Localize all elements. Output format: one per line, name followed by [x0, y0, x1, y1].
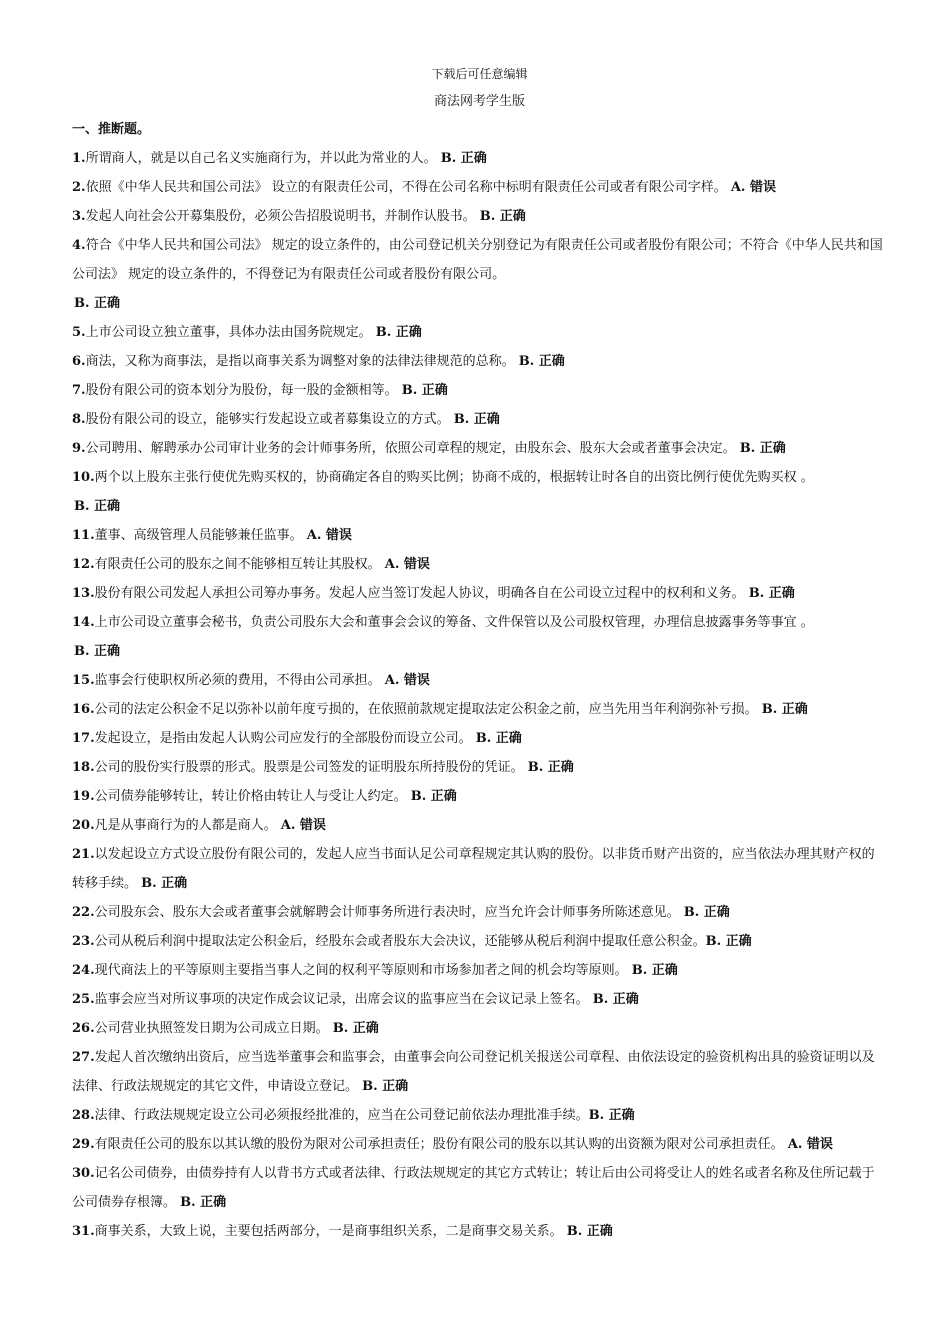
- question-item: [72, 144, 887, 173]
- answer-label: B. 正确: [527, 760, 574, 775]
- question-text: 所谓商人，就是以自己名义实施商行为，并以此为常业的人。: [85, 151, 441, 166]
- answer-label: B. 正确: [683, 905, 730, 920]
- answer-label: B. 正确: [592, 992, 639, 1007]
- question-item: [72, 724, 887, 753]
- answer-label: B. 正确: [566, 1224, 613, 1239]
- question-item: [72, 347, 887, 376]
- question-item: [72, 840, 887, 898]
- question-number: 19.: [72, 789, 95, 804]
- question-text: 公司营业执照签发日期为公司成立日期。: [94, 1021, 333, 1036]
- question-item: [72, 1217, 887, 1246]
- answer-label: B. 正确: [518, 354, 565, 369]
- question-item: [72, 173, 887, 202]
- question-text: 现代商法上的平等原则主要指当事人之间的权利平等原则和市场参加者之间的机会均等原则。: [94, 963, 632, 978]
- question-item: [72, 579, 887, 608]
- question-number: 3.: [72, 209, 86, 224]
- answer-label: B. 正确: [748, 586, 795, 601]
- question-number: 9.: [72, 441, 86, 456]
- question-number: 25.: [72, 992, 95, 1007]
- question-text: 依照《中华人民共和国公司法》 设立的有限责任公司，不得在公司名称中标明有限责任公司或者有限公司字样。: [85, 180, 731, 195]
- answer-label: B. 正确: [705, 934, 752, 949]
- question-item: [72, 463, 887, 521]
- document-page: [72, 60, 887, 1246]
- question-number: 14.: [72, 615, 95, 630]
- question-text: 发起设立，是指由发起人认购公司应发行的全部股份而设立公司。: [94, 731, 476, 746]
- answer-label: B. 正确: [479, 209, 526, 224]
- question-number: 20.: [72, 818, 95, 833]
- question-number: 30.: [72, 1166, 95, 1181]
- question-number: 7.: [72, 383, 86, 398]
- question-number: 17.: [72, 731, 95, 746]
- question-item: [72, 898, 887, 927]
- question-number: 2.: [72, 180, 86, 195]
- question-item: [72, 1014, 887, 1043]
- question-number: 27.: [72, 1050, 95, 1065]
- question-text: 公司债券能够转让，转让价格由转让人与受让人约定。: [94, 789, 411, 804]
- answer-label: B. 正确: [440, 151, 487, 166]
- question-text: 股份有限公司的设立，能够实行发起设立或者募集设立的方式。: [85, 412, 454, 427]
- answer-label: A. 错误: [306, 528, 352, 543]
- question-number: 15.: [72, 673, 95, 688]
- question-item: [72, 521, 887, 550]
- answer-label: B. 正确: [74, 644, 121, 659]
- question-number: 29.: [72, 1137, 95, 1152]
- question-item: [72, 405, 887, 434]
- question-number: 4.: [72, 238, 86, 253]
- question-number: 26.: [72, 1021, 95, 1036]
- question-item: [72, 985, 887, 1014]
- question-text: 发起人向社会公开募集股份，必须公告招股说明书，并制作认股书。: [85, 209, 480, 224]
- answer-label: B. 正确: [631, 963, 678, 978]
- answer-label: B. 正确: [362, 1079, 409, 1094]
- question-text: 有限责任公司的股东以其认缴的股份为限对公司承担责任；股份有限公司的股东以其认购的出资额为限对公司承担责任。: [94, 1137, 788, 1152]
- question-item: [72, 608, 887, 666]
- question-text: 公司的股份实行股票的形式。股票是公司签发的证明股东所持股份的凭证。: [94, 760, 528, 775]
- answer-label: A. 错误: [730, 180, 776, 195]
- question-item: [72, 666, 887, 695]
- question-text: 记名公司债券，由债券持有人以背书方式或者法律、行政法规规定的其它方式转让；转让后由公司将受让人的姓名或者名称及住所记载于公司债券存根簿。: [72, 1166, 875, 1210]
- question-text: 股份有限公司发起人承担公司筹办事务。发起人应当签订发起人协议，明确各自在公司设立过程中的权利和义务。: [94, 586, 749, 601]
- answer-label: A. 错误: [384, 673, 430, 688]
- question-text: 监事会行使职权所必须的费用，不得由公司承担。: [94, 673, 385, 688]
- question-item: [72, 1159, 887, 1217]
- question-text: 监事会应当对所议事项的决定作成会议记录，出席会议的监事应当在会议记录上签名。: [94, 992, 593, 1007]
- question-number: 10.: [72, 470, 95, 485]
- answer-label: B. 正确: [739, 441, 786, 456]
- question-item: [72, 927, 887, 956]
- question-text: 法律、行政法规规定设立公司必须报经批准的，应当在公司登记前依法办理批准手续。: [94, 1108, 589, 1123]
- question-number: 18.: [72, 760, 95, 775]
- question-number: 11.: [72, 528, 95, 543]
- answer-label: B. 正确: [375, 325, 422, 340]
- answer-label: B. 正确: [410, 789, 457, 804]
- question-text: 董事、高级管理人员能够兼任监事。: [94, 528, 307, 543]
- question-item: [72, 1130, 887, 1159]
- answer-label: B. 正确: [74, 296, 121, 311]
- answer-label: A. 错误: [280, 818, 326, 833]
- question-text: 股份有限公司的资本划分为股份，每一股的金额相等。: [85, 383, 402, 398]
- answer-label: B. 正确: [332, 1021, 379, 1036]
- question-number: 28.: [72, 1108, 95, 1123]
- question-item: [72, 956, 887, 985]
- question-text: 以发起设立方式设立股份有限公司的，发起人应当书面认足公司章程规定其认购的股份。以非货币财产出资的，应当依法办理其财产权的转移手续。: [72, 847, 875, 891]
- answer-label: B. 正确: [74, 499, 121, 514]
- answer-label: B. 正确: [401, 383, 448, 398]
- question-item: [72, 550, 887, 579]
- question-number: 22.: [72, 905, 95, 920]
- question-number: 16.: [72, 702, 95, 717]
- question-text: 发起人首次缴纳出资后，应当选举董事会和监事会，由董事会向公司登记机关报送公司章程、由依法设定的验资机构出具的验资证明以及法律、行政法规规定的其它文件，申请设立登记。: [72, 1050, 875, 1094]
- answer-label: B. 正确: [453, 412, 500, 427]
- question-number: 5.: [72, 325, 86, 340]
- question-text: 上市公司设立董事会秘书，负责公司股东大会和董事会会议的筹备、文件保管以及公司股权管理，办理信息披露事务等事宜 。: [94, 615, 814, 630]
- question-text: 公司从税后利润中提取法定公积金后，经股东会或者股东大会决议，还能够从税后利润中提取任意公积金。: [94, 934, 706, 949]
- question-text: 公司股东会、股东大会或者董事会就解聘会计师事务所进行表决时，应当允许会计师事务所陈述意见。: [94, 905, 684, 920]
- question-number: 21.: [72, 847, 95, 862]
- question-text: 上市公司设立独立董事，具体办法由国务院规定。: [85, 325, 376, 340]
- question-number: 31.: [72, 1224, 95, 1239]
- question-number: 1.: [72, 151, 86, 166]
- question-list: [72, 144, 887, 1246]
- question-text: 凡是从事商行为的人都是商人。: [94, 818, 281, 833]
- question-number: 6.: [72, 354, 86, 369]
- question-text: 两个以上股东主张行使优先购买权的，协商确定各自的购买比例；协商不成的，根据转让时各自的出资比例行使优先购买权 。: [94, 470, 814, 485]
- question-number: 12.: [72, 557, 95, 572]
- answer-label: B. 正确: [475, 731, 522, 746]
- section-title: 一、推断题。: [72, 122, 151, 137]
- question-item: [72, 811, 887, 840]
- top-note: 下载后可任意编辑: [431, 67, 528, 81]
- question-item: [72, 434, 887, 463]
- question-text: 商法，又称为商事法，是指以商事关系为调整对象的法律法律规范的总称。: [85, 354, 519, 369]
- question-item: [72, 318, 887, 347]
- question-item: [72, 1043, 887, 1101]
- question-number: 8.: [72, 412, 86, 427]
- question-text: 有限责任公司的股东之间不能够相互转让其股权。: [94, 557, 385, 572]
- question-number: 13.: [72, 586, 95, 601]
- answer-label: B. 正确: [588, 1108, 635, 1123]
- document-title: 商法网考学生版: [433, 94, 525, 109]
- question-text: 公司聘用、解聘承办公司审计业务的会计师事务所，依照公司章程的规定，由股东会、股东大会或者董事会决定。: [85, 441, 740, 456]
- question-number: 23.: [72, 934, 95, 949]
- question-item: [72, 231, 887, 318]
- question-text: 商事关系，大致上说，主要包括两部分，一是商事组织关系，二是商事交易关系。: [94, 1224, 567, 1239]
- question-item: [72, 782, 887, 811]
- question-item: [72, 1101, 887, 1130]
- question-number: 24.: [72, 963, 95, 978]
- question-text: 公司的法定公积金不足以弥补以前年度亏损的，在依照前款规定提取法定公积金之前，应当先用当年利润弥补亏损。: [94, 702, 762, 717]
- answer-label: B. 正确: [180, 1195, 227, 1210]
- answer-label: A. 错误: [384, 557, 430, 572]
- question-item: [72, 695, 887, 724]
- question-item: [72, 753, 887, 782]
- question-item: [72, 202, 887, 231]
- question-text: 符合《中华人民共和国公司法》 规定的设立条件的，由公司登记机关分别登记为有限责任公司或者股份有限公司；不符合《中华人民共和国公司法》 规定的设立条件的，不得登记为有限责任公司或者股份有限公司。: [72, 238, 883, 282]
- answer-label: B. 正确: [761, 702, 808, 717]
- question-item: [72, 376, 887, 405]
- answer-label: A. 错误: [787, 1137, 833, 1152]
- answer-label: B. 正确: [141, 876, 188, 891]
